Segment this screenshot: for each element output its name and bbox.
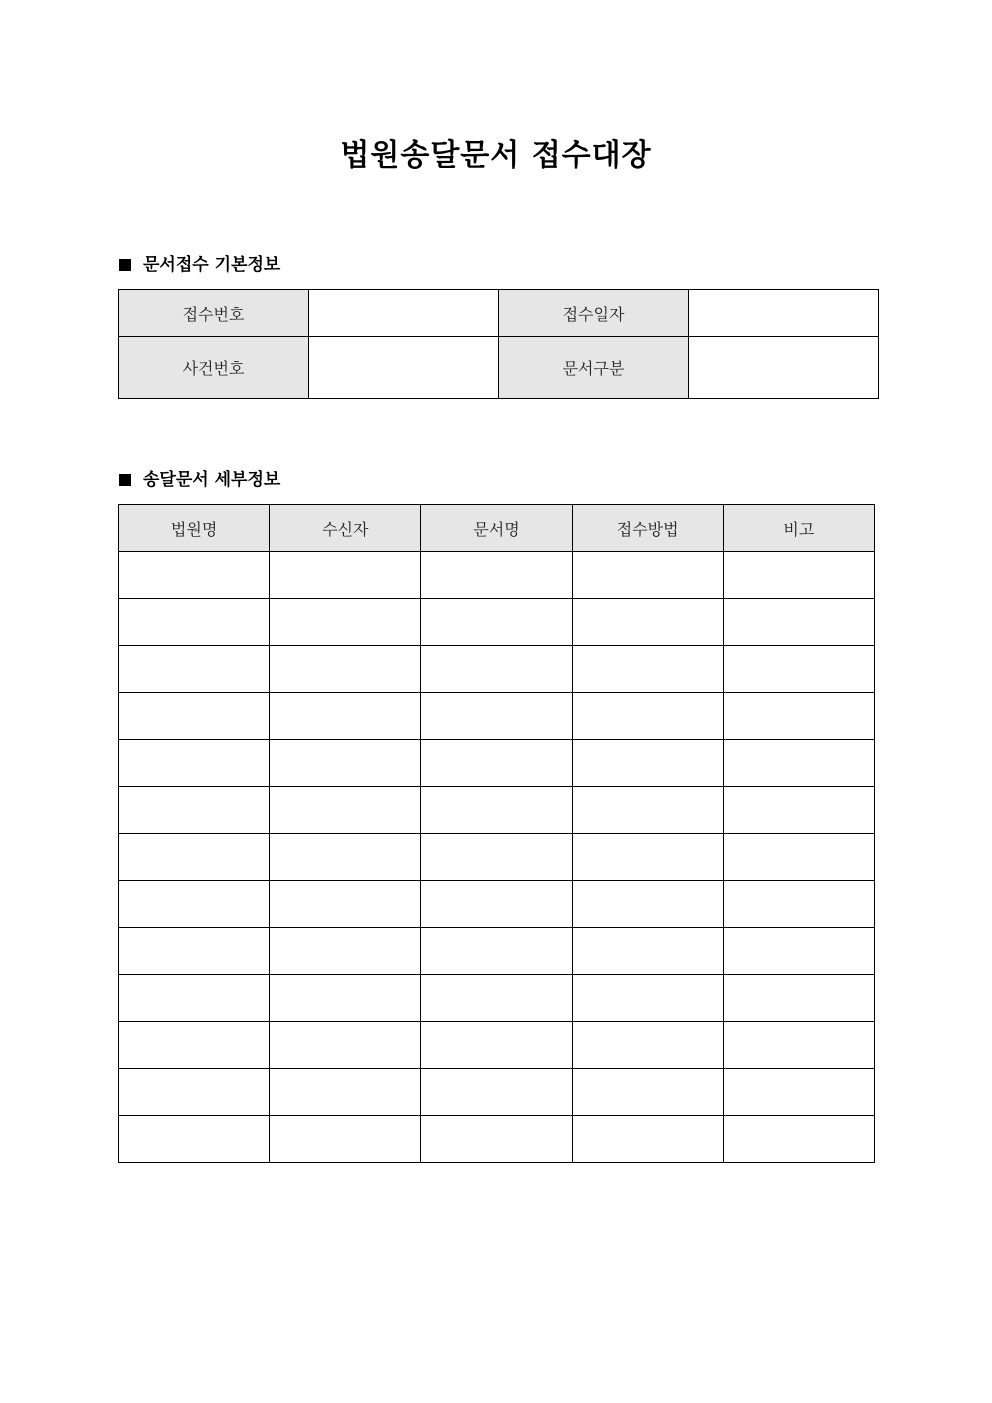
cell-court[interactable] [119,740,270,787]
column-header-remarks: 비고 [723,505,874,552]
cell-remarks[interactable] [723,646,874,693]
cell-court[interactable] [119,552,270,599]
cell-remarks[interactable] [723,834,874,881]
cell-recipient[interactable] [270,599,421,646]
cell-remarks[interactable] [723,928,874,975]
cell-court[interactable] [119,599,270,646]
field-label-case-number: 사건번호 [119,337,309,399]
cell-receipt-method[interactable] [572,552,723,599]
cell-recipient[interactable] [270,552,421,599]
cell-court[interactable] [119,693,270,740]
section-heading-label: 송달문서 세부정보 [143,470,281,490]
cell-recipient[interactable] [270,693,421,740]
cell-document-name[interactable] [421,552,572,599]
section-heading-label: 문서접수 기본정보 [143,255,281,275]
table-row [119,337,879,399]
cell-document-name[interactable] [421,599,572,646]
cell-document-name[interactable] [421,881,572,928]
cell-receipt-method[interactable] [572,787,723,834]
cell-document-name[interactable] [421,740,572,787]
cell-document-name[interactable] [421,834,572,881]
table-row [119,290,879,337]
cell-recipient[interactable] [270,787,421,834]
cell-court[interactable] [119,928,270,975]
table-row [119,834,875,881]
cell-remarks[interactable] [723,975,874,1022]
cell-document-name[interactable] [421,975,572,1022]
square-bullet-icon [119,259,131,271]
table-row [119,928,875,975]
cell-recipient[interactable] [270,1069,421,1116]
cell-court[interactable] [119,1022,270,1069]
document-title: 법원송달문서 접수대장 [340,138,652,173]
cell-document-name[interactable] [421,928,572,975]
cell-court[interactable] [119,975,270,1022]
cell-document-name[interactable] [421,1069,572,1116]
table-row [119,881,875,928]
column-header-receipt-method: 접수방법 [572,505,723,552]
cell-court[interactable] [119,1069,270,1116]
cell-recipient[interactable] [270,975,421,1022]
cell-receipt-method[interactable] [572,599,723,646]
cell-receipt-method[interactable] [572,928,723,975]
cell-court[interactable] [119,834,270,881]
cell-receipt-method[interactable] [572,693,723,740]
cell-receipt-method[interactable] [572,646,723,693]
cell-recipient[interactable] [270,740,421,787]
cell-recipient[interactable] [270,928,421,975]
cell-recipient[interactable] [270,834,421,881]
cell-receipt-method[interactable] [572,1116,723,1163]
cell-recipient[interactable] [270,1022,421,1069]
table-row [119,787,875,834]
field-value-case-number[interactable] [309,337,499,399]
table-row [119,1069,875,1116]
table-row [119,1022,875,1069]
field-label-receipt-number: 접수번호 [119,290,309,337]
table-row [119,552,875,599]
cell-court[interactable] [119,787,270,834]
field-value-receipt-number[interactable] [309,290,499,337]
cell-remarks[interactable] [723,1116,874,1163]
field-value-document-type[interactable] [689,337,879,399]
table-row [119,975,875,1022]
cell-receipt-method[interactable] [572,740,723,787]
cell-court[interactable] [119,646,270,693]
cell-remarks[interactable] [723,787,874,834]
cell-document-name[interactable] [421,1116,572,1163]
cell-remarks[interactable] [723,1069,874,1116]
table-row [119,740,875,787]
column-header-document-name: 문서명 [421,505,572,552]
column-header-court: 법원명 [119,505,270,552]
cell-remarks[interactable] [723,1022,874,1069]
cell-document-name[interactable] [421,646,572,693]
table-row [119,1116,875,1163]
table-row [119,693,875,740]
cell-remarks[interactable] [723,552,874,599]
cell-receipt-method[interactable] [572,975,723,1022]
cell-receipt-method[interactable] [572,1069,723,1116]
cell-remarks[interactable] [723,881,874,928]
detail-table [118,504,875,1163]
table-header-row [119,505,875,552]
cell-receipt-method[interactable] [572,834,723,881]
field-label-document-type: 문서구분 [499,337,689,399]
square-bullet-icon [119,474,131,486]
cell-remarks[interactable] [723,693,874,740]
cell-remarks[interactable] [723,740,874,787]
basic-info-table [118,289,879,399]
section-heading-details [119,468,280,492]
section-heading-basic-info [119,253,280,277]
table-row [119,646,875,693]
cell-recipient[interactable] [270,1116,421,1163]
cell-receipt-method[interactable] [572,881,723,928]
cell-remarks[interactable] [723,599,874,646]
cell-court[interactable] [119,881,270,928]
field-value-receipt-date[interactable] [689,290,879,337]
column-header-recipient: 수신자 [270,505,421,552]
cell-document-name[interactable] [421,1022,572,1069]
cell-document-name[interactable] [421,693,572,740]
cell-recipient[interactable] [270,881,421,928]
detail-table-body [119,552,875,1163]
cell-court[interactable] [119,1116,270,1163]
field-label-receipt-date: 접수일자 [499,290,689,337]
cell-receipt-method[interactable] [572,1022,723,1069]
cell-recipient[interactable] [270,646,421,693]
table-row [119,599,875,646]
cell-document-name[interactable] [421,787,572,834]
